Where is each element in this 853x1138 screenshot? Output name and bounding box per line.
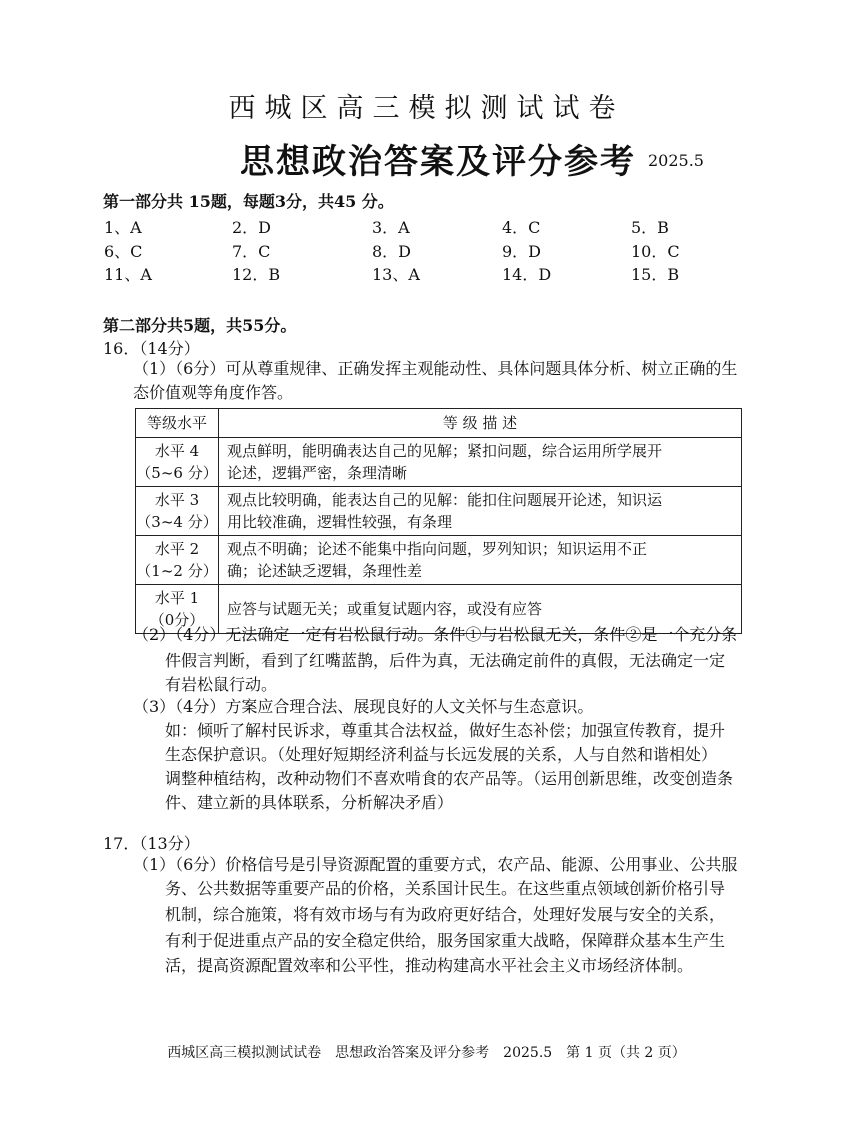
answer-item: 6、C (104, 242, 143, 261)
answer-item: 3．A (372, 218, 410, 237)
answer-item: 7．C (232, 242, 271, 261)
q16-s1-line1: （1）（6分）可从尊重规律、正确发挥主观能动性、具体问题具体分析、树立正确的生 (133, 359, 738, 378)
part1-heading: 第一部分共 15题，每题3分，共45 分。 (103, 192, 394, 211)
level-desc: 论述，逻辑严密，条理清晰 (227, 464, 408, 482)
table-row (136, 536, 742, 585)
answer-item: 14．D (502, 265, 552, 284)
part2-heading: 第二部分共5题，共55分。 (103, 316, 297, 335)
q16-s3-line2: 如：倾听了解村民诉求，尊重其合法权益，做好生态补偿；加强宣传教育，提升 (165, 721, 726, 740)
table-header-level: 等级水平 (136, 409, 219, 438)
level-desc: 观点比较明确，能表达自己的见解：能扣住问题展开论述，知识运 (227, 491, 663, 509)
answer-item: 8．D (372, 242, 412, 261)
document-title: 思想政治答案及评分参考 (240, 142, 636, 182)
level-score: （3~4 分） (136, 513, 218, 531)
q16-label: 16．（14分） (103, 339, 200, 358)
q16-s2-line1: （2）（4分）无法确定一定有岩松鼠行动。条件①与岩松鼠无关，条件②是一个充分条 (133, 625, 738, 644)
level-score: （5~6 分） (136, 464, 218, 482)
q17-s1-line4: 有利于促进重点产品的安全稳定供给，服务国家重大战略，保障群众基本生产生 (165, 931, 726, 950)
level-desc: 确；论述缺乏逻辑，条理性差 (227, 562, 423, 580)
q16-s3-line5: 件、建立新的具体联系，分析解决矛盾） (165, 793, 454, 812)
q16-s1-line2: 态价值观等角度作答。 (133, 383, 294, 402)
level-name: 水平 1 (154, 589, 200, 607)
level-name: 水平 4 (154, 442, 200, 460)
level-desc: 用比较准确，逻辑性较强，有条理 (227, 513, 453, 531)
answer-item: 15．B (631, 265, 680, 284)
q17-s1-line1: （1）（6分）价格信号是引导资源配置的重要方式，农产品、能源、公用事业、公共服 (133, 855, 738, 874)
level-name: 水平 3 (154, 491, 200, 509)
answer-item: 5．B (631, 218, 669, 237)
answer-item: 1、A (104, 218, 142, 237)
answer-item: 2．D (232, 218, 272, 237)
q16-s3-line1: （3）（4分）方案应合理合法、展现良好的人文关怀与生态意识。 (133, 697, 594, 716)
q17-s1-line5: 活，提高资源配置效率和公平性，推动构建高水平社会主义市场经济体制。 (165, 956, 694, 975)
q16-s3-line4: 调整种植结构，改种动物们不喜欢啃食的农产品等。（运用创新思维，改变创造条 (165, 769, 734, 788)
table-row (136, 438, 742, 487)
grading-table (135, 408, 742, 634)
q16-s2-line2: 件假言判断，看到了红嘴蓝鹊，后件为真，无法确定前件的真假，无法确定一定 (165, 651, 726, 670)
level-score: （0分） (149, 611, 205, 629)
answer-item: 12．B (232, 265, 281, 284)
table-row (136, 487, 742, 536)
q16-s2-line3: 有岩松鼠行动。 (165, 675, 278, 694)
table-header-desc: 等 级 描 述 (219, 409, 742, 438)
q17-s1-line3: 机制，综合施策，将有效市场与有为政府更好结合，处理好发展与安全的关系， (165, 905, 726, 924)
level-desc: 观点鲜明，能明确表达自己的见解；紧扣问题，综合运用所学展开 (227, 442, 663, 460)
level-score: （1~2 分） (136, 562, 218, 580)
answer-item: 9．D (502, 242, 542, 261)
level-name: 水平 2 (154, 540, 200, 558)
q17-s1-line2: 务、公共数据等重要产品的价格，关系国计民生。在这些重点领域创新价格引导 (165, 879, 726, 898)
level-desc: 观点不明确；论述不能集中指向问题，罗列知识；知识运用不正 (227, 540, 648, 558)
exam-title: 西城区高三模拟测试试卷 (228, 93, 625, 124)
q16-s3-line3: 生态保护意识。（处理好短期经济利益与长远发展的关系，人与自然和谐相处） (165, 745, 718, 764)
answer-item: 10．C (631, 242, 680, 261)
q17-label: 17．（13分） (103, 834, 200, 853)
answer-item: 11、A (104, 265, 152, 284)
page-footer: 西城区高三模拟测试试卷 思想政治答案及评分参考 2025.5 第 1 页（共 2 页） (167, 1045, 686, 1061)
document-date: 2025.5 (648, 151, 704, 170)
answer-item: 4．C (502, 218, 541, 237)
level-desc: 应答与试题无关；或重复试题内容，或没有应答 (227, 600, 543, 618)
answer-item: 13、A (372, 265, 420, 284)
